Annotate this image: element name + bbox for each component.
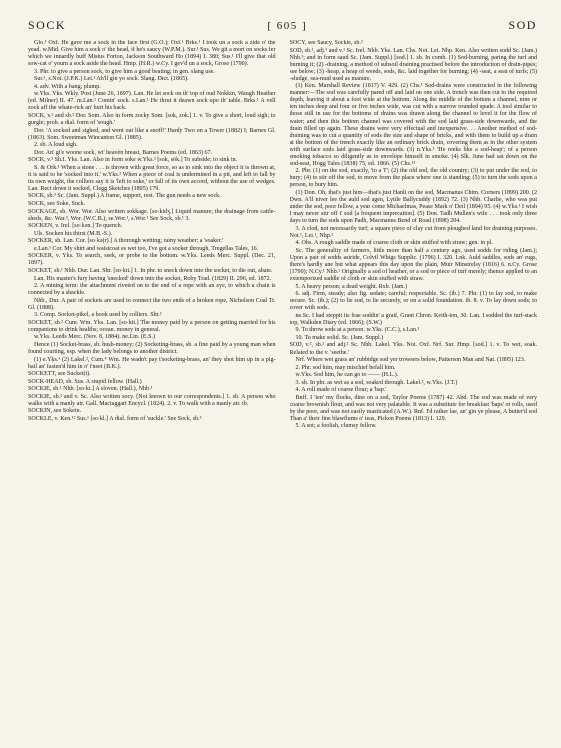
running-header xyxy=(28,0,537,40)
entry-paragraph: SOCKIE, sb.¹ Nhb. [so·ki.] A sloven. (Hall.), Nhb.¹ xyxy=(28,386,153,393)
entry-paragraph: 3. Comp. Socket-pikel, a hook used by colliers. Shr.² xyxy=(34,312,162,319)
entry-paragraph: 4. A roll made of coarse flour; a 'bap.' xyxy=(295,387,387,394)
entry-paragraph: 9. To throw sods at a person. w.Yks. (C.C.), s.Lan.¹ xyxy=(295,327,420,334)
entry-paragraph: w.Yks. Sod him, he can go to —— (H.L.). xyxy=(295,372,399,379)
entry-paragraph: Sur.¹, s.Not. (J.P.K.) Lei.¹ Ah'll gin yo sock. Slang. Dict. (1865). xyxy=(34,76,189,83)
entry-paragraph: (1) e.Yks.¹ (2) Lakel.², Cum.⁴ Wm. He wadn't pay t'socketing-brass, an' they shot him up in a pig-bail an' fasten'd him in o' t'neet (B.K.). xyxy=(28,356,276,370)
entry-paragraph: SOCK, v.³ Sh.I. Yks. Lan. Also in form soke w.Yks.² [sok, sōk.] To subside; to sink in. xyxy=(28,157,238,164)
entry-paragraph: Bnff. I 'ten' my flocks, dine on a sod, Taylor Poems (1787) 42. Abd. The sod was made of very coarse brownish flour, and was not very palatable. It was a substitute for breakfast 'baps' or rolls, used by the poor, and was not easily masticated (A.W.). Rnf. I'd rather lae, an' gin ye please, A butter'd sod Than a' their fine blawflums o' teas, Picken Poems (1813) I. 129. xyxy=(289,394,537,422)
entry-paragraph: 6. adj. Firm, steady; also fig. sedate; careful; respectable. Sc. (ib.) 7. Phr. (1) to lay sod, to make secure. Sc. (ib.); (2) to lie sod, to lie securely, or on a solid foundation. ib. 8. v. To lay down sods; to cover with sods. xyxy=(289,291,537,312)
entry-paragraph: Dor. 'A socked and sighed, and went out like a snoff!' Hardy Two on a Tower (1882) I; Barnes Gl. (1863). Som. Sweetman Wincanton Gl. (1885). xyxy=(28,127,276,141)
entry-paragraph: 3. Phr. to give a person sock, to give him a good beating; in gen. slang use. xyxy=(34,68,215,75)
entry-paragraph: 5. A sot; a foolish, clumsy fellow. xyxy=(295,423,377,430)
entry-paragraph: SOCK, see Soke, Suck. xyxy=(28,201,86,208)
entry-paragraph: Glo.¹ Oxf. He gave me a sock in the face first (G.O.); Oxf.¹ Brks.¹ I took un a sock a zide o' the yead. w.Mid. Give him a sock o' the head, if he's saucy (W.P.M.). Sur.¹ Sus. We git a mort on socks fer which we innardly huff Mistus Forton, Jackson Southward Ho (1894) I. 380; Sus.¹ I'll give that old sow-cat o' yourn a sock aside the head. Hmp. (H.R.) w.Cy. I gev'd un a sock, Grose (1790). xyxy=(28,40,276,68)
entry-paragraph: 5. A heavy person; a dead weight. Rxb. (Jam.) xyxy=(295,283,408,290)
entry-paragraph: Sc. The generality of farmers, little more than half a century ago, used sodds for riding (Jam.); Upon a pair of sodds astride, Colvil Whigs Supplic. (1796) I. 320. Lnk. Auld saddles, sods an' rugs, there's hardly ane but what appears this day upon the plain, Muir Minstrelsy (1816) 6. n.Cy. Grose (1790); N.Cy.¹ Nhb.¹ Originally a sod of heather, or a sod or piece of turf merely; thence applied to an extemporized saddle of cloth or skin stuffed with straw. xyxy=(289,247,537,283)
entry-paragraph: e.Lan.¹ Cor. My shirt and waistcoat es wet too, I've got a socker through, Tregellas Tales, 16. xyxy=(34,245,259,252)
entry-paragraph: Hence (1) Socket-brass, sb. hush-money; (2) Socketing-brass, sb. a fine paid by a young man when found courting, esp. when the lady belongs to another district. xyxy=(28,341,276,355)
entry-paragraph: 2. Phr. sod him, may mischief befall him. xyxy=(295,364,396,371)
entry-paragraph: S. & Ork.¹ When a stone . . . is thrown with great force, so as to sink into the object it is thrown at, it is said to be 'socked into it.' w.Yks.² When a piece of coal is undermined in a pit, and left to fall by its own weight, the colliers say it is 'left to soke,' or fall of its own accord, without the use of wedges. Lan. Rect down it socked, Clegg Sketches (1895) 179. xyxy=(28,164,276,192)
entry-paragraph: SOCK, v.² and sb.² Dor. Som. Also in form zocky Som. [sok, zok.] 1. v. To give a short, loud sigh; to gurgle; prob. a dial. form of 'sough.' xyxy=(28,112,276,127)
entry-paragraph: w.Yks. Leeds Merc. (Nov. 8, 1884). ne.Lin. (E.S.) xyxy=(34,334,155,341)
entry-paragraph: Uls. Socken his thirst (M.B.-S.). xyxy=(34,230,113,237)
entry-paragraph: 4. adv. With a bang; plump. xyxy=(34,83,101,90)
entry-paragraph: SOCKEN, v. Irel. [so·kən.] To quench. xyxy=(28,223,123,230)
entry-paragraph: 10. To make solid. Sc. (Jam. Suppl.) xyxy=(295,334,384,341)
left-column xyxy=(28,40,276,730)
entry-paragraph: SOCKIE, sb.² and v. Sc. Also written socy. [Not known to our correspondents.] 1. sb. A person who walks with a manly air. Gall. Mactaggart Encycl. (1824). 2. v. To walk with a manly air. ib. xyxy=(28,393,276,407)
entry-paragraph: Dor. An' gi'e woone sock, wi' heavèn breast, Barnes Poems (ed. 1863) 67. xyxy=(34,149,213,156)
entry-paragraph: (1) Ken. Marshall Review (1817) V. 429. (2) Chs.¹ Sod-drains were constructed in the following manner:—The sod was carefully pared off and laid on one side. A trench was then cut to the required depth, leaving it about a foot wide at the bottom. Along the middle of the bottom a channel, nine or ten inches deep and four or five inches wide, was cut with a narrow rounded spade. A tool similar to those still in use for the bottoms of drains was drawn along the channel to level it for the flow of water; and then this bottom channel was covered with the sod laid grass-side downwards, and the drain filled up again. These drains were very effectual and inexpensive. . . Another method of sod-draining was to cut a quantity of sods the size and shape of bricks, and with them to build up a drain at the bottom of the trench exactly like an ordinary brick drain, covering them as in the other system with surface sods laid grass-side downwards. (3) n.Yks.¹ 'He reeks like a sod-heap'; of a person smoking tobacco so diligently as to envelope himself in smoke. (4) Slk. June had sat down on the sod-seat, Hogg Tales (1838) 75, ed. 1866. (5) Chs.¹³ xyxy=(289,83,537,167)
entry-paragraph: Nhb., Dur. A pair of sockets are used to connect the two ends of a broken rope, Nicholson Coal Tr. Gl. (1888). xyxy=(28,297,276,311)
entry-paragraph: SOCKER, v. Yks. To search, seek, or probe to the bottom. w.Yks. Leeds Merc. Suppl. (Dec. 21, 1897). xyxy=(28,253,276,267)
entry-paragraph: 4. Obs. A rough saddle made of coarse cloth or skin stuffed with straw; gen. in pl. xyxy=(295,240,493,247)
page-number: [ 605 ] xyxy=(267,20,308,32)
entry-paragraph: 2. A mining term: the attachment riveted on to the end of a rope with an eye, to which a chain is connected by a shackle. xyxy=(28,283,276,297)
entry-paragraph: SOCK, sb.³ Sc. (Jam. Suppl.) A frame, support, rest. The gun needs a new sock. xyxy=(28,193,221,200)
entry-paragraph: (1) Don. Oh, that's just him—that's just Hanli on the sod, Macmanus Chim. Corners (1899) 200. (2 Dwn. A'll niver lee the auld sod agen, Lyttle Ballycuddy (1892) 72. (3) Nhb. Charlie, who was put under the sod, poor fellow, a year come Michaelmas, Pease Mark o' Deil (1894) 95. (4) w.Yks.¹ I wish I may never stir off t' sod [a frequent imprecation]. (5) Don. Tadh Mullen's wife . . . took only three days to turn the sods upon Padh, Macmanus Bend of Road (1898) 204. xyxy=(289,189,537,225)
text-columns xyxy=(28,40,537,730)
entry-paragraph: 3. sb. In phr. as wet as a sod, soaked through. Lakel.², w.Yks. (J.T.) xyxy=(295,379,458,386)
entry-paragraph: ne.Sc. I had steppit its frae soddin' a graif, Grant Chron. Keith-ton, 30. Lan. I sodded the turf-stack top, Walkden Diary (ed. 1866); (S.W.) xyxy=(289,312,537,326)
entry-paragraph: SOCKET, sb.¹ Nhb. Dur. Lan. Shr. [so·kit.] 1. In phr. to sneck down into the socket, to die out, abate. xyxy=(28,267,273,274)
entry-paragraph: Lan. His master's fury having 'snecked' down into the socket, Roby Trad. (1829) II. 296, ed. 1872. xyxy=(34,275,272,282)
entry-paragraph: 2. Phr. (1) on the sod, exactly, 'to a T'; (2) the old sod, the old country; (3) to put under the sod, to bury; (4) to stir off the sod, to move from the place where one is standing; (5) to turn the sods upon a person, to bury him. xyxy=(289,168,537,189)
entry-paragraph: SOCKIN, see Sokein. xyxy=(28,408,82,415)
entry-paragraph: 2. sb. A loud sigh. xyxy=(34,142,78,149)
entry-paragraph: SOCKAGE, sb. Wor. Wor. Also written sokkage. [so·kidʒ.] Liquid manure; the drainage from cattle-sheds, &c. War.³, Wor. (W.C.B.), se.Wor.¹, s.Wor.¹ See Sock, sb.¹ 3. xyxy=(28,208,276,222)
right-column xyxy=(290,40,538,730)
entry-paragraph: SOCKER, sb. Lan. Cor. [so·kə(r).] A thorough wetting; rainy weather; a 'soaker.' xyxy=(28,238,224,245)
entry-paragraph: SOCY, see Saucy, Sockie, sb.² xyxy=(289,40,363,46)
entry-paragraph: SOCKET, sb.² Cum. Wm. Yks. Lan. [so·kit.] The money paid by a person on getting married for his companions to drink healths; ocean. money in general. xyxy=(28,319,276,333)
entry-paragraph: SOCKLE, v. Ken.¹² Sus.¹ [so·kl.] A dial. form of 'suckle.' See Sock, sb.³ xyxy=(28,415,202,422)
entry-paragraph: w.Yks. Yks. Wkly. Post (June 26, 1897). Lan. He let sock on th' top of oud Nokkin, Waugh Heather (ed. Milner) II. 47. m.Lan.¹ Comin' sock. s.Lan.¹ He thrut it deawn sock upo th' table. Brks.¹ A vell zock aff the whate-rick an' hurt his back. xyxy=(28,91,276,112)
entry-paragraph: SOCKETT, see Sucket(t). xyxy=(28,371,91,378)
entry-paragraph: SOD, v.², sb.² and adj.² Sc. Nhb. Lakel. Yks. Not. Oxf. Nrf. Sur. Hmp. [sod.] 1. v. To wet, soak. Related to the v. 'seethe.' xyxy=(289,342,537,356)
header-right-word: SOD xyxy=(508,18,537,32)
entry-paragraph: SOCK-HEAD, sb. Sus. A stupid fellow. (Hall.) xyxy=(28,378,142,385)
entry-paragraph: 3. A clod, not necessarily turf; a square piece of clay cut from ploughed land for draining purposes. Not.¹, Lei.¹, Nhp.¹ xyxy=(289,225,537,239)
header-left-word: SOCK xyxy=(28,18,67,32)
entry-paragraph: Nrf. Where wet grass an' rubbidge sod yer trowsers below, Patterson Man and Nat. (1895) 123. xyxy=(295,357,526,364)
entry-paragraph: SOD, sb.¹, adj.¹ and v.¹ Sc. Irel. Nhb. Yks. Lan. Chs. Not. Lei. Nhp. Ken. Also written sodd Sc. (Jam.) Nhb.¹; and in form saud Sc. (Jam. Suppl.) [sod.] 1. sb. In comb. (1) Sod-burning, paring the turf and burning it; (2) -draining, a method of subsoil draining practised before the introduction of drain-pipes; see below; (3) -heap, a heap of weeds, sods, &c. laid together for burning; (4) -seat, a seat of turfs; (5) -sludge, sea-mud used as manure. xyxy=(289,47,537,82)
